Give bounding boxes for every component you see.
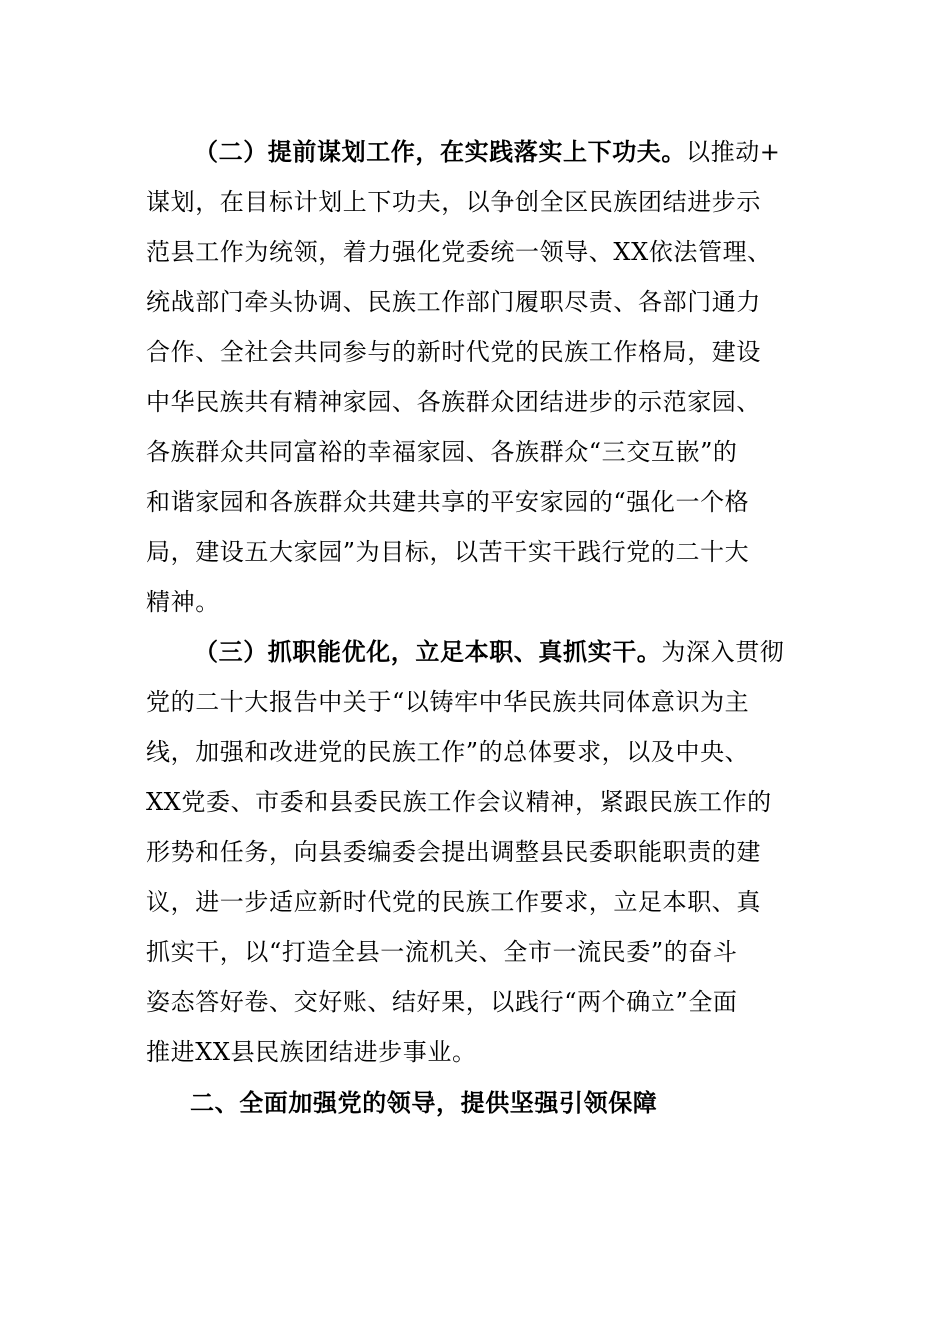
- paragraph-line: 合作、全社会共同参与的新时代党的民族工作格局，建设: [146, 338, 761, 366]
- paragraph-line: 推进XX县民族团结进步事业。: [146, 1038, 477, 1066]
- paragraph-line: 和谐家园和各族群众共建共享的平安家园的“强化一个格: [146, 488, 750, 516]
- paragraph-line: 议，进一步适应新时代党的民族工作要求，立足本职、真: [146, 888, 761, 916]
- section-heading: 二、全面加强党的领导，提供坚强引领保障: [190, 1088, 658, 1117]
- paragraph-line: 姿态答好卷、交好账、结好果，以践行“两个确立”全面: [146, 988, 738, 1016]
- paragraph-line: 谋划，在目标计划上下功夫，以争创全区民族团结进步示: [146, 188, 761, 216]
- paragraph-line: 形势和任务，向县委编委会提出调整县民委职能职责的建: [146, 838, 761, 866]
- paragraph-line: 精神。: [146, 588, 220, 616]
- section-2-text: 以推动+: [686, 138, 781, 166]
- paragraph-line: 中华民族共有精神家园、各族群众团结进步的示范家园、: [146, 388, 761, 416]
- section-3-title: （三）抓职能优化，立足本职、真抓实干。: [194, 637, 662, 666]
- paragraph-line: XX党委、市委和县委民族工作会议精神，紧跟民族工作的: [146, 788, 772, 816]
- paragraph-line: 抓实干，以“打造全县一流机关、全市一流民委”的奋斗: [146, 938, 738, 966]
- paragraph-line: 线，加强和改进党的民族工作”的总体要求，以及中央、: [146, 738, 750, 766]
- section-2-first-line: [194, 136, 781, 168]
- paragraph-line: 党的二十大报告中关于“以铸牢中华民族共同体意识为主: [146, 688, 750, 716]
- paragraph-line: 局，建设五大家园”为目标，以苦干实干践行党的二十大: [146, 538, 750, 566]
- paragraph-line: 各族群众共同富裕的幸福家园、各族群众“三交互嵌”的: [146, 438, 738, 466]
- section-2-title: （二）提前谋划工作，在实践落实上下功夫。: [194, 137, 686, 166]
- paragraph-line: 统战部门牵头协调、民族工作部门履职尽责、各部门通力: [146, 288, 761, 316]
- section-3-text: 为深入贯彻: [661, 638, 785, 666]
- paragraph-line: 范县工作为统领，着力强化党委统一领导、XX依法管理、: [146, 238, 772, 266]
- section-3-first-line: [194, 636, 784, 668]
